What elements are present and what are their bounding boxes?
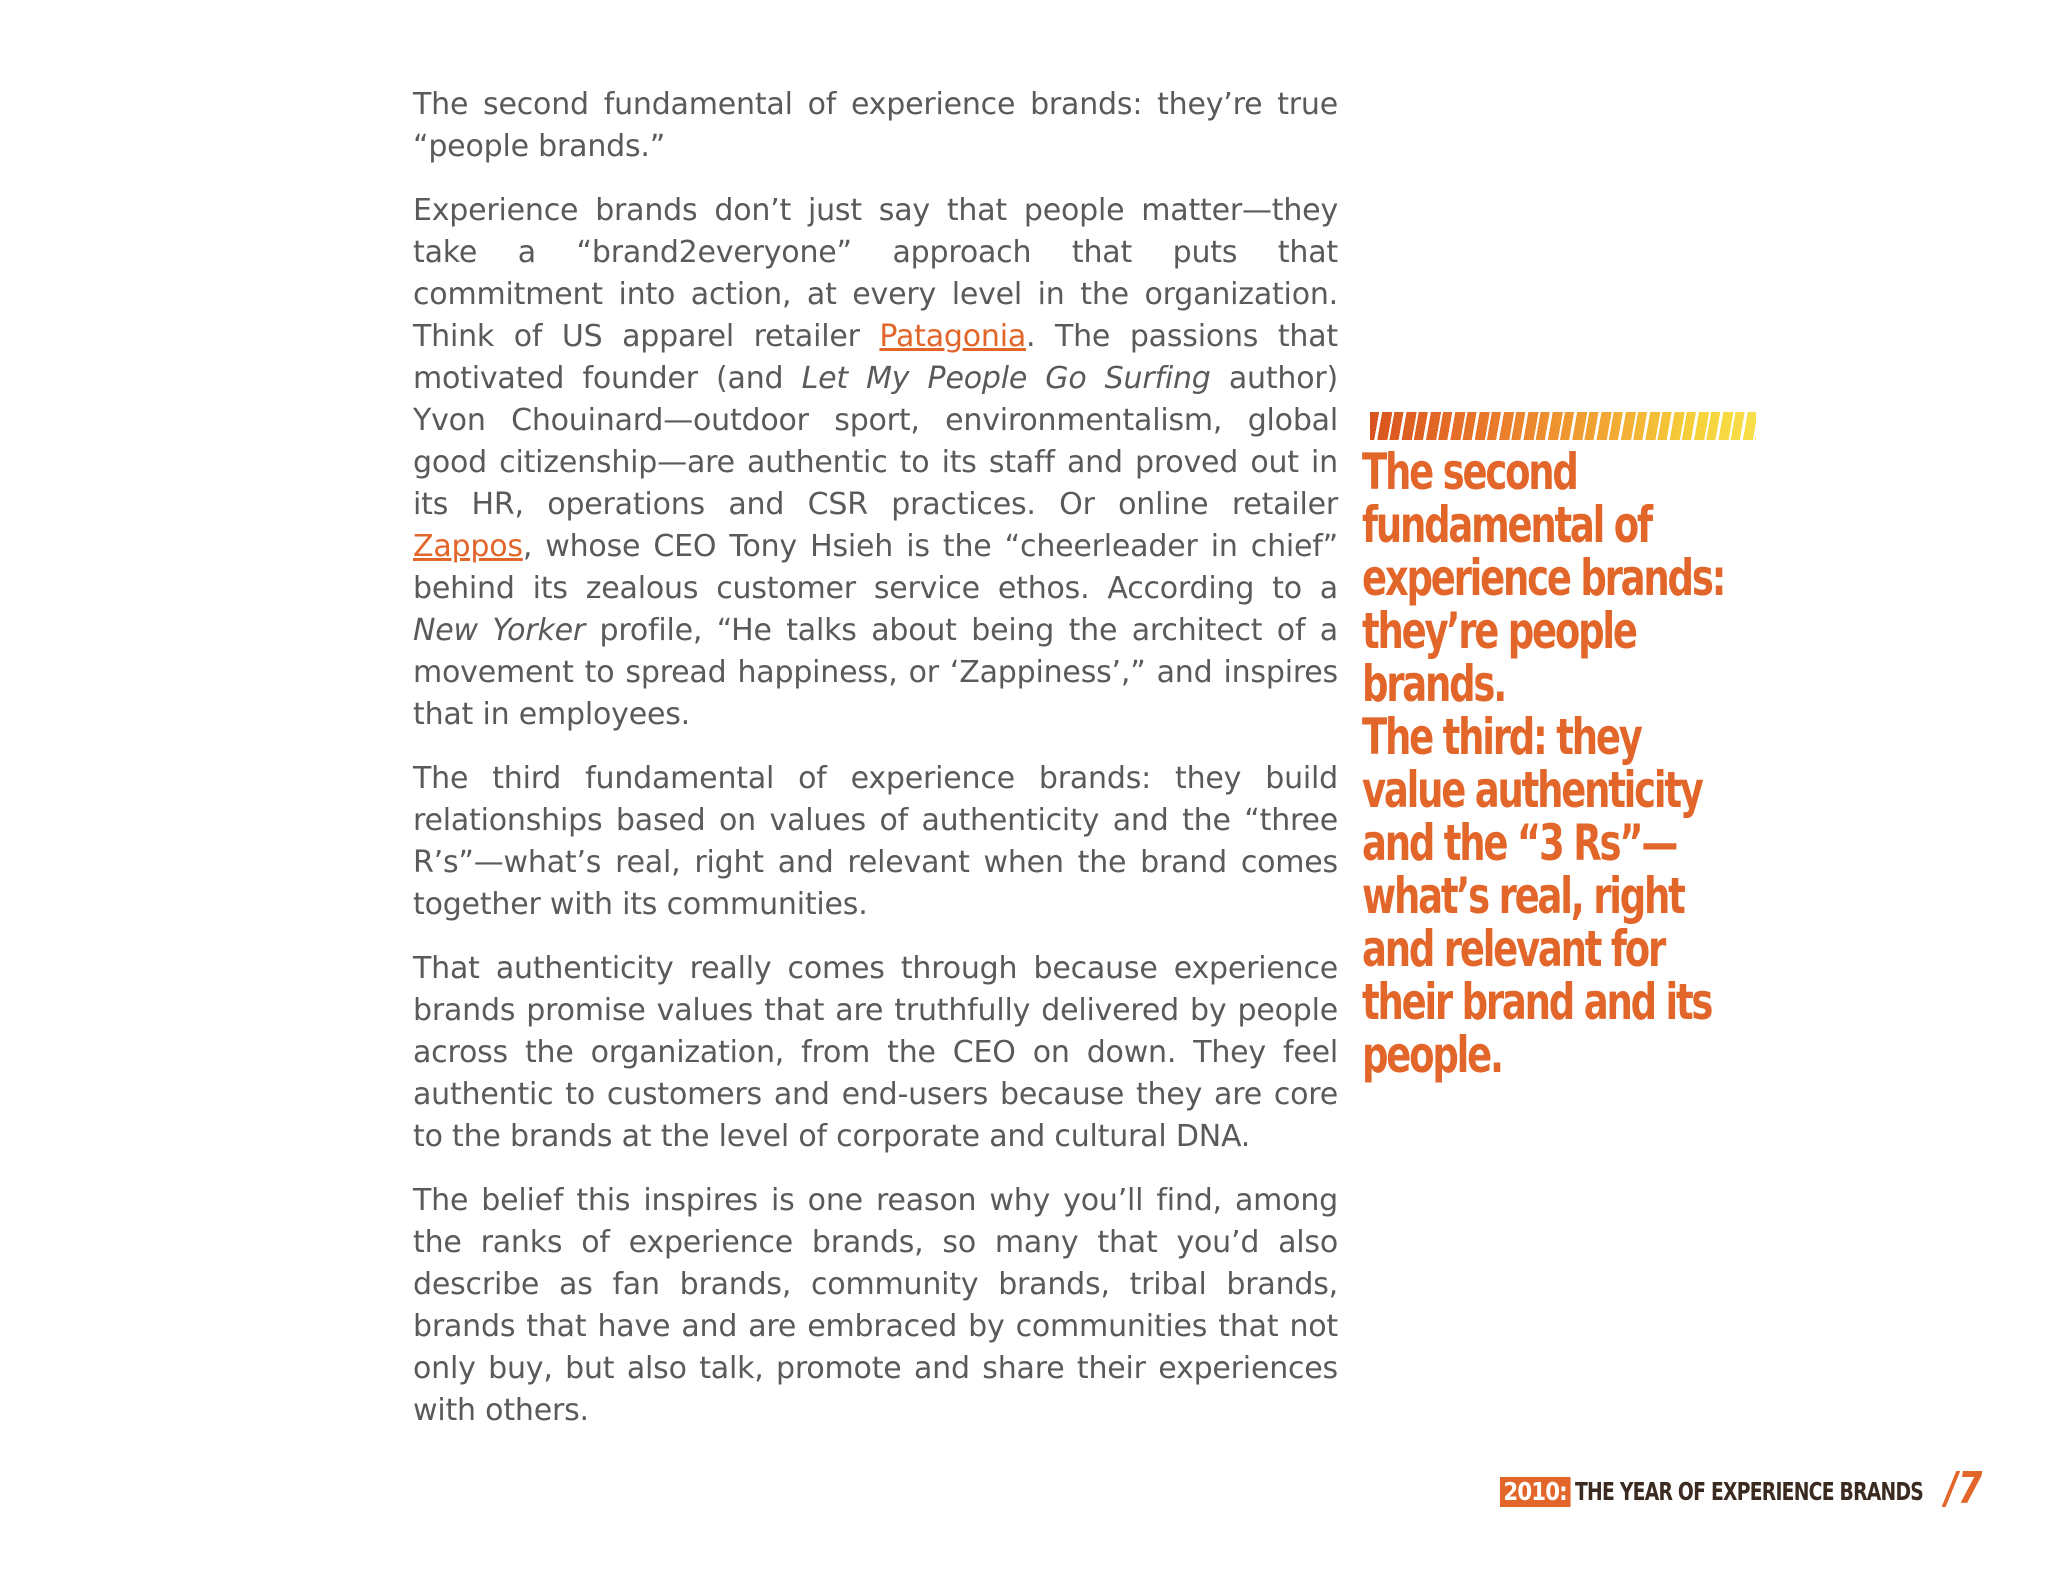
paragraph-3: The third fundamental of experience brands: they build relationships based on values of authenticity and the “three R’s”—what’s real, right and relevant when the brand comes together with its communities. [413,761,1338,922]
magazine-title: New Yorker [413,613,586,648]
book-title: Let My People Go Surfing [801,361,1211,396]
paragraph-5: The belief this inspires is one reason why you’ll find, among the ranks of experience brands, so many that you’d also describe as fan brands, community brands, tribal brands, brands that have and are embraced by communities that not only buy, but also talk, promote and share their experiences with others. [413,1183,1338,1428]
patagonia-link[interactable]: Patagonia [879,319,1027,354]
pull-quote-line: and the “3 Rs”— [1362,814,1677,872]
paragraph-2-part-a: Experience brands don’t just say that people matter—they take a “brand2everyone” approach that puts that commitment into action, at every level in the organization. Think of US apparel retailer [413,193,1338,354]
paragraph-2-part-b: . The passions that motivated founder (and [413,319,1338,396]
pull-quote-line: and relevant for [1362,920,1665,978]
footer-year-badge: 2010: [1500,1477,1570,1507]
pull-quote-line: they’re people [1362,602,1636,660]
pull-quote-line: experience brands: [1362,549,1725,607]
paragraph-2 [413,190,1338,736]
pull-quote-line: The third: they [1362,708,1641,766]
grunge-stripe-decoration [1370,412,1756,440]
pull-quote-line: value authenticity [1362,761,1702,819]
pull-quote-line: brands. [1362,655,1506,713]
zappos-link[interactable]: Zappos [413,529,523,564]
paragraph-2-part-c: author) Yvon Chouinard—outdoor sport, environmentalism, global good citizenship—are authentic to its staff and proved out in its HR, operations and CSR practices. Or online retailer [413,361,1338,522]
paragraph-2-part-d: , whose CEO Tony Hsieh is the “cheerleader in chief” behind its zealous customer service ethos. According to a [413,529,1338,606]
article-body [413,84,1338,1454]
pull-quote [1362,412,1802,1082]
pull-quote-line: their brand and its [1362,973,1712,1031]
page-number: /7 [1945,1463,1983,1514]
paragraph-1: The second fundamental of experience brands: they’re true “people brands.” [413,87,1338,164]
paragraph-2-part-e: profile, “He talks about being the architect of a movement to spread happiness, or ‘Zappiness’,” and inspires that in employees. [413,613,1338,732]
paragraph-4: That authenticity really comes through because experience brands promise values that are truthfully delivered by people across the organization, from the CEO on down. They feel authentic to customers and end-users because they are core to the brands at the level of corporate and cultural DNA. [413,951,1338,1154]
pull-quote-text [1362,443,1806,1084]
pull-quote-line: fundamental of [1362,496,1651,554]
pull-quote-line: people. [1362,1026,1502,1084]
pull-quote-line: what’s real, right [1362,867,1684,925]
footer-title: THE YEAR OF EXPERIENCE BRANDS [1574,1477,1923,1506]
pull-quote-line: The second [1362,443,1577,501]
